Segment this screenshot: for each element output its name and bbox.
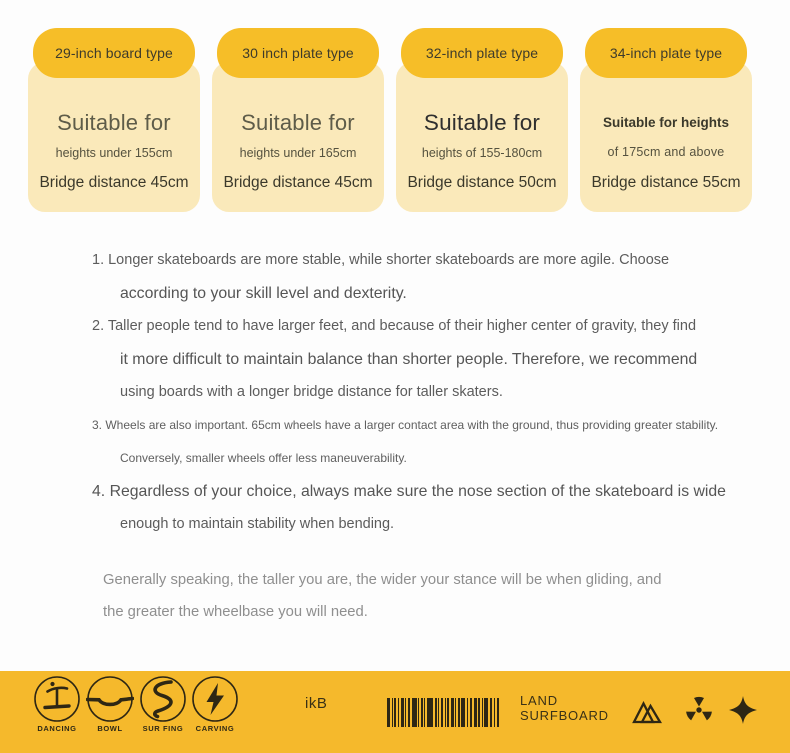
suitable-for-text: Suitable for	[241, 110, 355, 135]
barcode-bar	[478, 698, 480, 727]
size-card-header-label: 29-inch board type	[55, 45, 173, 61]
brand-wordmark	[520, 694, 609, 723]
barcode-bar	[467, 698, 468, 727]
size-card-body	[212, 62, 384, 212]
notes-section	[0, 244, 790, 541]
radiation-icon	[685, 695, 713, 725]
feature-surfing	[137, 675, 189, 733]
feature-dancing	[31, 675, 83, 733]
barcode-bar	[401, 698, 404, 727]
size-card-body	[580, 62, 752, 212]
height-range-text: heights of 155-180cm	[421, 146, 543, 160]
mountain-icon	[632, 699, 662, 724]
barcode-bar	[435, 698, 437, 727]
bridge-distance-text: Bridge distance 45cm	[223, 174, 373, 191]
note-line: 4. Regardless of your choice, always make sure the nose section of the skateboard is wide	[92, 483, 726, 500]
barcode-bar	[418, 698, 419, 727]
barcode-bar	[482, 698, 483, 727]
barcode-bar	[474, 698, 477, 727]
note-line: using boards with a longer bridge distance for taller skaters.	[120, 384, 503, 400]
general-note	[0, 565, 790, 628]
size-card-body	[28, 62, 200, 212]
brand-line-1: LAND	[520, 693, 558, 708]
suitable-for-text: Suitable for	[423, 110, 541, 135]
sparkle-icon	[728, 695, 758, 725]
size-cards-row	[0, 0, 790, 212]
feature-label: BOWL	[97, 724, 123, 733]
height-range-text: heights under 165cm	[239, 146, 357, 160]
barcode-bar	[387, 698, 390, 727]
barcode-bar	[451, 698, 454, 727]
brand-line-2: SURFBOARD	[520, 707, 609, 723]
note-line: enough to maintain stability when bending.	[120, 516, 395, 532]
barcode-bar	[424, 698, 425, 727]
barcode-bar	[461, 698, 465, 727]
general-note-line: Generally speaking, the taller you are, the wider your stance will be when gliding, and	[103, 572, 662, 588]
note-line: Conversely, smaller wheels offer less maneuverability.	[120, 451, 407, 465]
barcode-bar	[470, 698, 472, 727]
barcode-bar	[398, 698, 399, 727]
barcode-bar	[421, 698, 423, 727]
height-range-text: heights under 155cm	[55, 146, 173, 160]
size-card-30	[212, 28, 384, 212]
barcode-bar	[445, 698, 446, 727]
carving-icon	[191, 675, 239, 723]
barcode-bar	[405, 698, 406, 727]
height-range-text: of 175cm and above	[607, 145, 725, 159]
ikb-logo: ikB	[305, 695, 328, 712]
suitable-for-text: Suitable for heights	[602, 115, 729, 130]
feature-label: SUR FING	[142, 724, 184, 733]
feature-label: DANCING	[37, 724, 77, 733]
feature-carving	[189, 675, 241, 733]
barcode-bar	[458, 698, 460, 727]
note-line: 1. Longer skateboards are more stable, while shorter skateboards are more agile. Choose	[92, 252, 670, 268]
note-line: it more difficult to maintain balance than shorter people. Therefore, we recommend	[120, 351, 698, 368]
barcode-bar	[497, 698, 499, 727]
barcode	[387, 698, 501, 727]
surfing-icon	[139, 675, 187, 723]
note-line: 2. Taller people tend to have larger feet, and because of their higher center of gravity, they find	[92, 318, 697, 334]
size-card-header	[401, 28, 563, 78]
barcode-bar	[394, 698, 396, 727]
barcode-bar	[447, 698, 449, 727]
barcode-bar	[438, 698, 439, 727]
size-card-34	[580, 28, 752, 212]
size-card-header-label: 34-inch plate type	[609, 45, 723, 61]
barcode-bar	[484, 698, 488, 727]
barcode-bar	[412, 698, 417, 727]
barcode-bar	[408, 698, 410, 727]
size-card-header	[33, 28, 195, 78]
general-note-line: the greater the wheelbase you will need.	[103, 603, 368, 620]
size-card-header	[585, 28, 747, 78]
note-line: according to your skill level and dexterity.	[120, 285, 407, 302]
note-line: 3. Wheels are also important. 65cm wheels have a larger contact area with the ground, thus providing greater stability.	[92, 418, 719, 432]
dancing-icon	[33, 675, 81, 723]
size-card-32	[396, 28, 568, 212]
barcode-bar	[427, 698, 433, 727]
feature-bowl	[84, 675, 136, 733]
barcode-bar	[392, 698, 393, 727]
bridge-distance-text: Bridge distance 45cm	[39, 174, 189, 191]
bridge-distance-text: Bridge distance 50cm	[407, 174, 557, 191]
bowl-icon	[86, 675, 134, 723]
size-card-29	[28, 28, 200, 212]
size-card-header	[217, 28, 379, 78]
barcode-bar	[455, 698, 456, 727]
barcode-bar	[441, 698, 443, 727]
size-card-body	[396, 62, 568, 212]
size-card-header-label: 30 inch plate type	[242, 45, 354, 61]
size-card-header-label: 32-inch plate type	[425, 45, 539, 61]
footer-bar	[0, 671, 790, 753]
suitable-for-text: Suitable for	[57, 110, 171, 135]
feature-label: CARVING	[195, 724, 235, 733]
barcode-bar	[494, 698, 495, 727]
barcode-bar	[490, 698, 492, 727]
bridge-distance-text: Bridge distance 55cm	[591, 174, 741, 191]
